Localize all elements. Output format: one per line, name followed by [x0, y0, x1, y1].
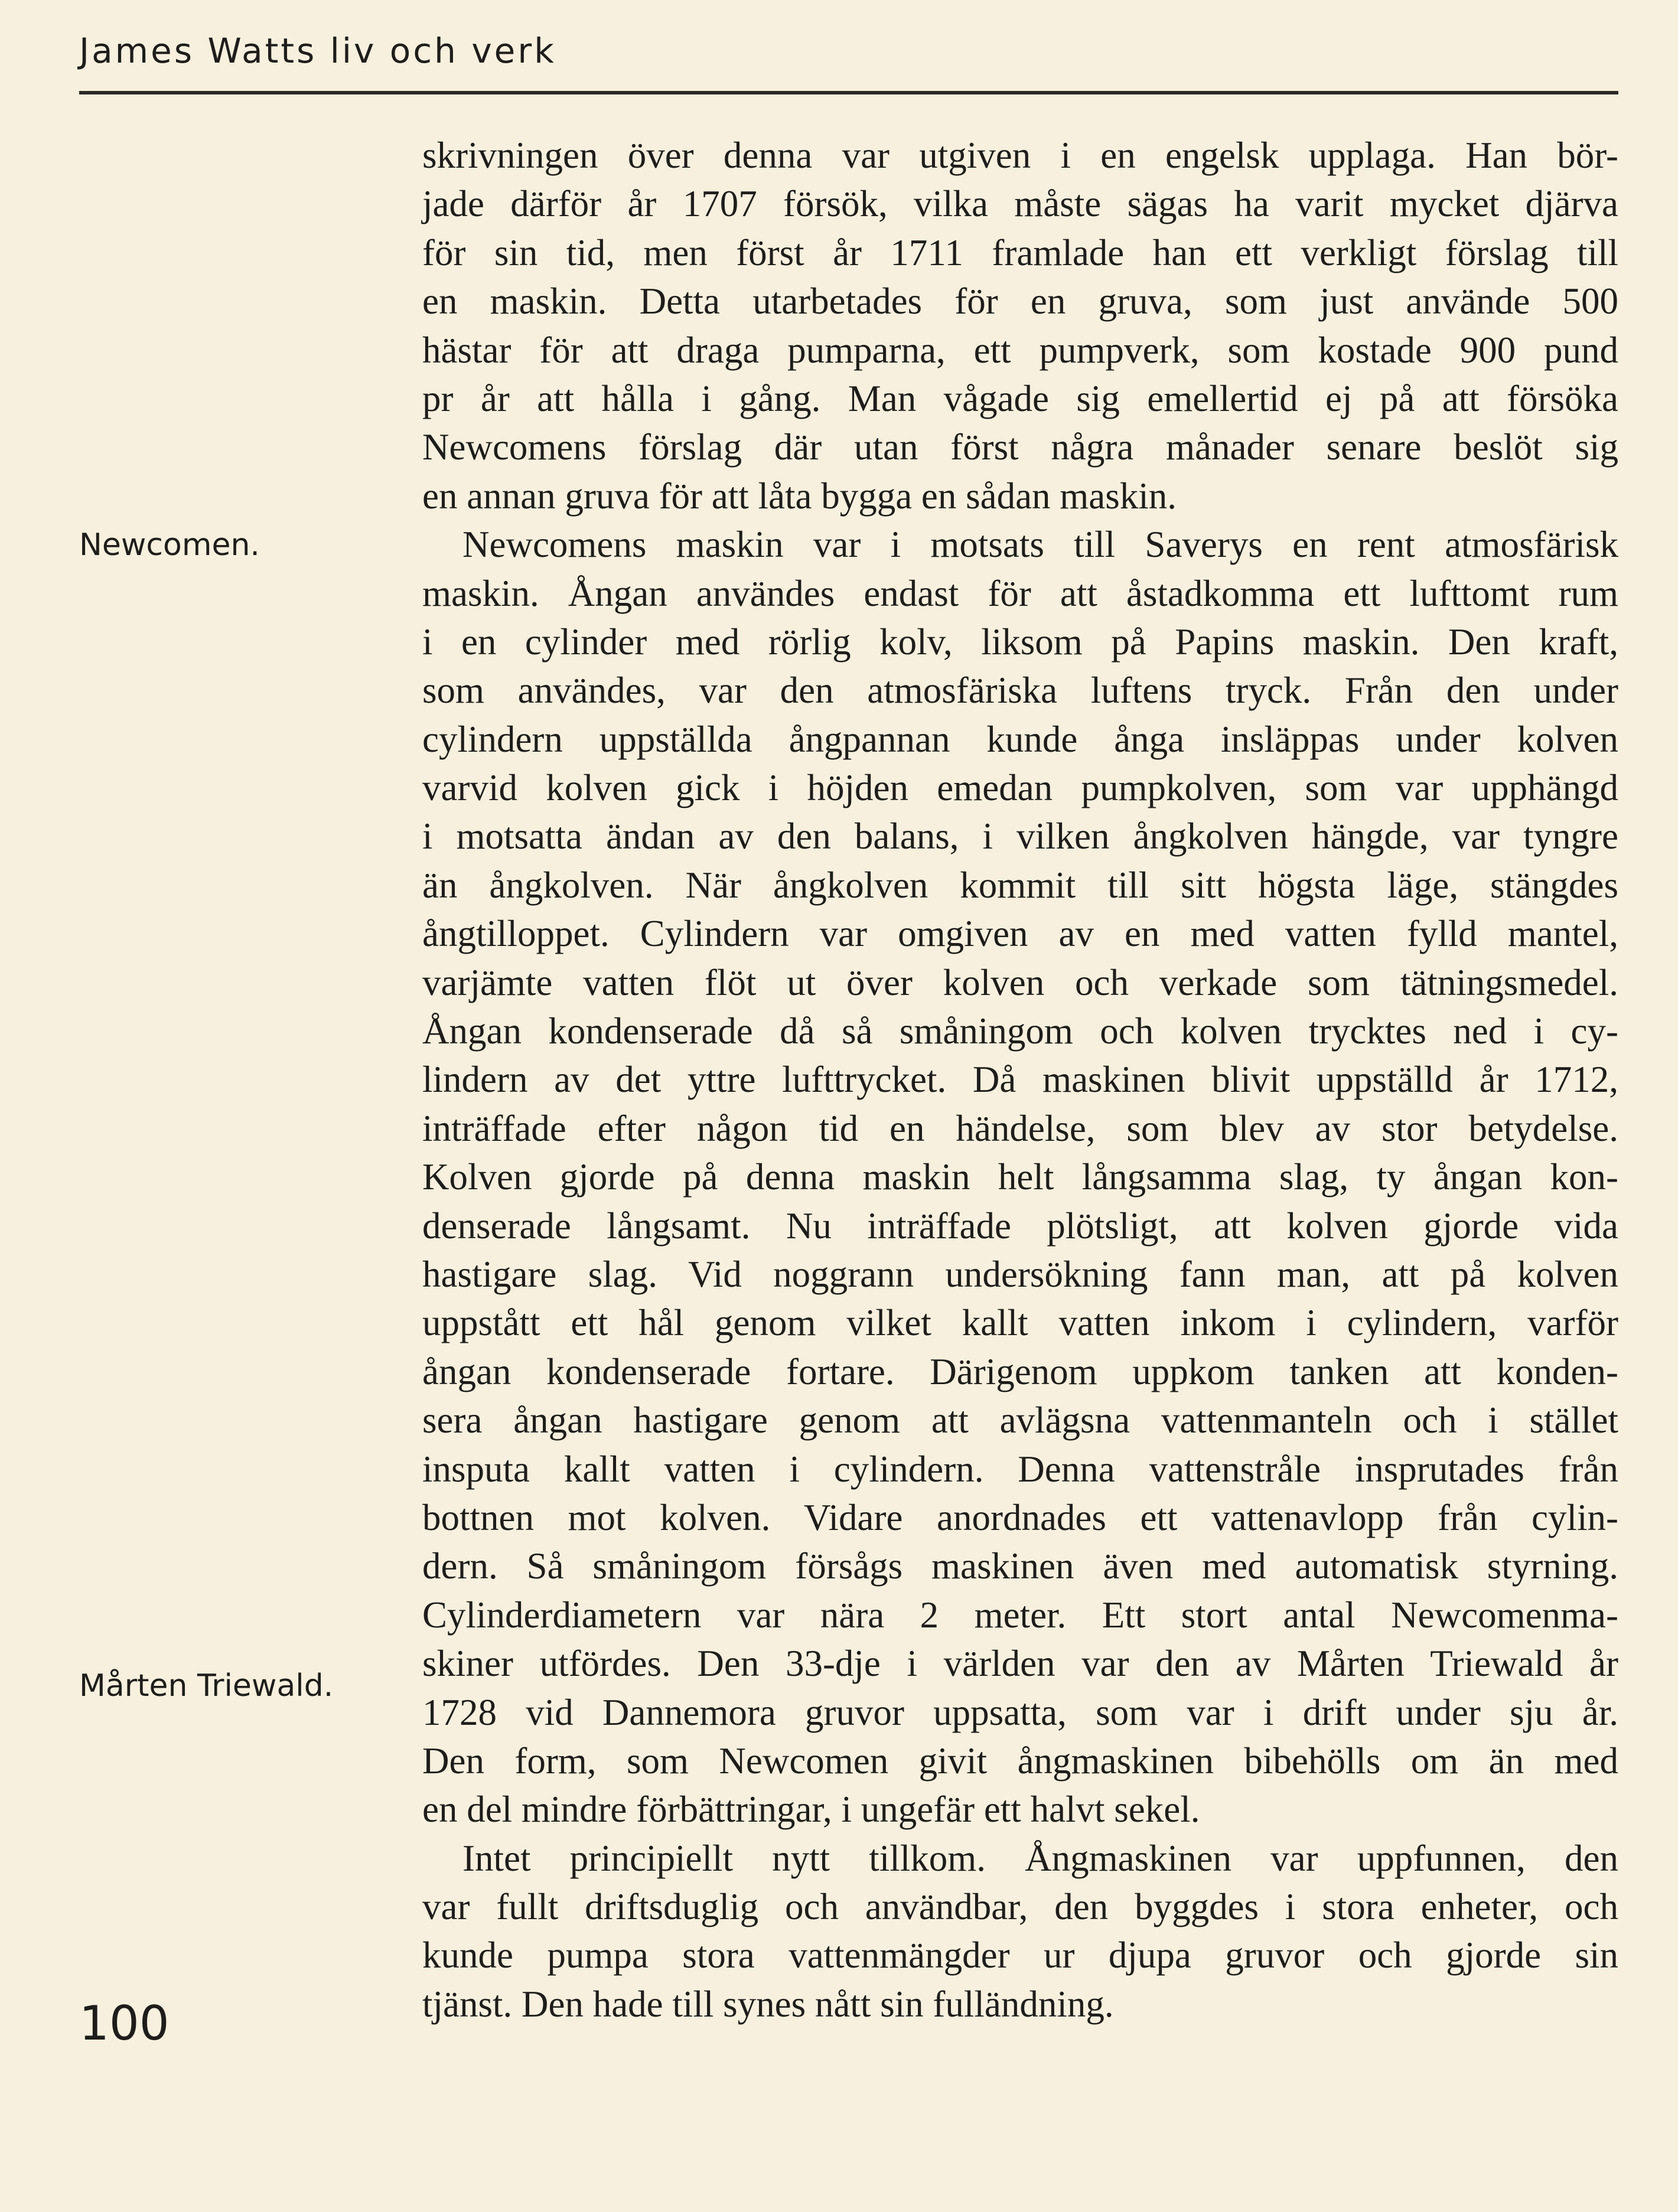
header-rule	[79, 91, 1618, 94]
text-line: maskin. Ångan användes endast för att åstadkomma ett lufttomt rum	[422, 572, 1618, 614]
text-line: ångan kondenserade fortare. Därigenom uppkom tanken att konden-	[422, 1350, 1618, 1392]
page-number: 100	[79, 1996, 170, 2051]
text-line: en maskin. Detta utarbetades för en gruva, som just använde 500	[422, 280, 1618, 322]
text-line: 1728 vid Dannemora gruvor uppsatta, som var i drift under sju år.	[422, 1691, 1618, 1733]
text-line: skiner utfördes. Den 33-dje i världen var den av Mårten Triewald år	[422, 1643, 1618, 1685]
text-line: pr år att hålla i gång. Man vågade sig emellertid ej på att försöka	[422, 377, 1618, 419]
text-line: dern. Så småningom försågs maskinen även med automatisk styrning.	[422, 1545, 1618, 1587]
text-line: uppstått ett hål genom vilket kallt vatten inkom i cylindern, varför	[422, 1302, 1618, 1344]
text-line: hastigare slag. Vid noggrann undersökning fann man, att på kolven	[422, 1253, 1618, 1295]
text-line: en annan gruva för att låta bygga en sådan maskin.	[422, 475, 1177, 517]
margin-note-newcomen: Newcomen.	[79, 527, 260, 563]
text-line: Newcomens förslag där utan först några månader senare beslöt sig	[422, 426, 1618, 468]
text-line: Ångan kondenserade då så småningom och kolven trycktes ned i cy-	[422, 1010, 1618, 1052]
text-line: Newcomens maskin var i motsats till Saverys en rent atmosfärisk	[462, 524, 1618, 566]
text-line: lindern av det yttre lufttrycket. Då maskinen blivit uppställd år 1712,	[422, 1059, 1618, 1101]
text-line: kunde pumpa stora vattenmängder ur djupa gruvor och gjorde sin	[422, 1934, 1618, 1976]
text-line: i en cylinder med rörlig kolv, liksom på Papins maskin. Den kraft,	[422, 621, 1618, 663]
text-line: inträffade efter någon tid en händelse, som blev av stor betydelse.	[422, 1107, 1618, 1149]
text-line: en del mindre förbättringar, i ungefär ett halvt sekel.	[422, 1789, 1200, 1831]
text-line: ångtilloppet. Cylindern var omgiven av en med vatten fylld mantel,	[422, 913, 1618, 955]
text-line: denserade långsamt. Nu inträffade plötsligt, att kolven gjorde vida	[422, 1205, 1618, 1247]
text-line: hästar för att draga pumparna, ett pumpverk, som kostade 900 pund	[422, 329, 1618, 371]
text-line: skrivningen över denna var utgiven i en engelsk upplaga. Han bör-	[422, 135, 1618, 176]
text-line: jade därför år 1707 försök, vilka måste sägas ha varit mycket djärva	[422, 183, 1618, 225]
text-line: varjämte vatten flöt ut över kolven och verkade som tätningsmedel.	[422, 961, 1618, 1003]
text-line: tjänst. Den hade till synes nått sin fulländning.	[422, 1983, 1114, 2025]
text-line: Kolven gjorde på denna maskin helt långsamma slag, ty ångan kon-	[422, 1156, 1618, 1198]
body-text	[422, 131, 1618, 2028]
text-line: bottnen mot kolven. Vidare anordnades ett vattenavlopp från cylin-	[422, 1496, 1618, 1538]
text-line: som användes, var den atmosfäriska luftens tryck. Från den under	[422, 670, 1618, 712]
margin-note-triewald: Mårten Triewald.	[79, 1668, 334, 1704]
text-line: Cylinderdiametern var nära 2 meter. Ett stort antal Newcomenma-	[422, 1594, 1618, 1636]
text-line: Den form, som Newcomen givit ångmaskinen bibehölls om än med	[422, 1740, 1618, 1782]
text-line: sera ångan hastigare genom att avlägsna vattenmanteln och i stället	[422, 1399, 1618, 1441]
text-line: var fullt driftsduglig och användbar, den byggdes i stora enheter, och	[422, 1886, 1618, 1928]
text-line: Intet principiellt nytt tillkom. Ångmaskinen var uppfunnen, den	[462, 1837, 1618, 1879]
text-line: i motsatta ändan av den balans, i vilken ångkolven hängde, var tyngre	[422, 815, 1618, 857]
text-line: insputa kallt vatten i cylindern. Denna vattenstråle insprutades från	[422, 1448, 1618, 1490]
text-line: för sin tid, men först år 1711 framlade han ett verkligt förslag till	[422, 231, 1618, 273]
text-line: än ångkolven. När ångkolven kommit till sitt högsta läge, stängdes	[422, 864, 1618, 906]
text-line: varvid kolven gick i höjden emedan pumpkolven, som var upphängd	[422, 767, 1618, 809]
running-head: James Watts liv och verk	[79, 31, 556, 71]
text-line: cylindern uppställda ångpannan kunde ånga insläppas under kolven	[422, 718, 1618, 760]
